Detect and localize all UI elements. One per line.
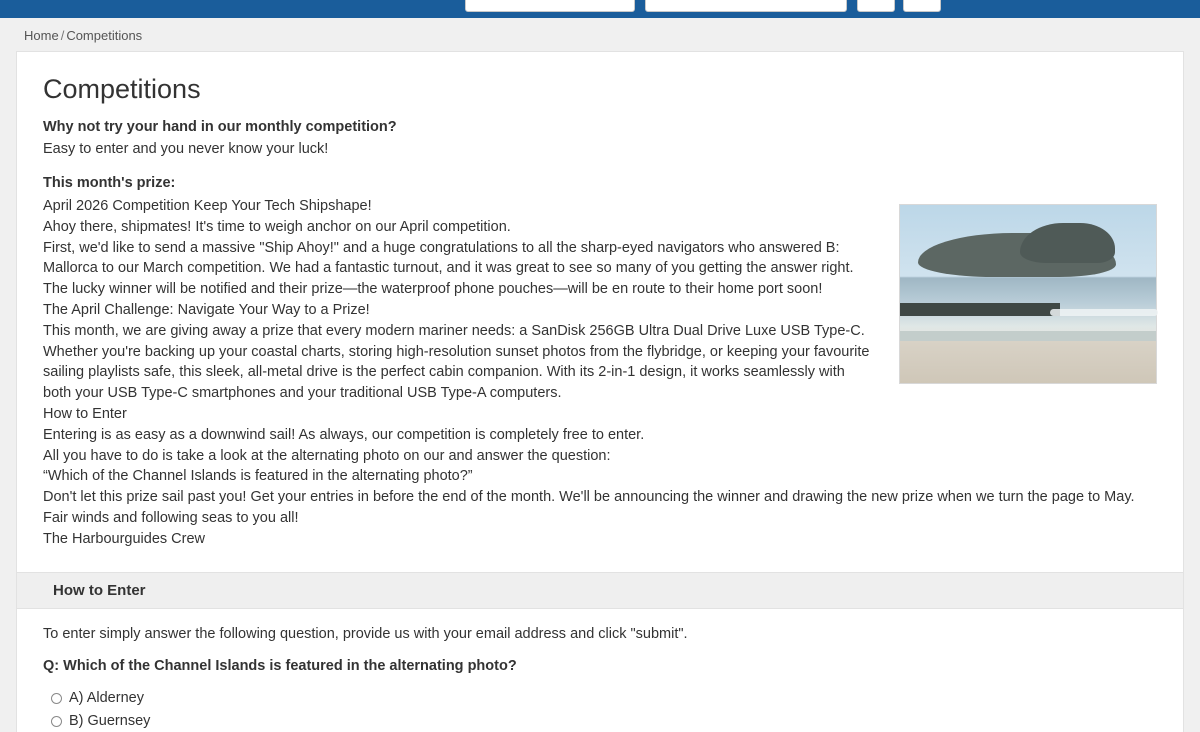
content-panel	[16, 51, 1184, 732]
site-header-inner	[0, 0, 1200, 18]
photo-foam-shape	[1050, 309, 1158, 316]
competition-photo	[899, 204, 1157, 384]
breadcrumb-separator: /	[60, 28, 65, 43]
how-to-enter-instructions: To enter simply answer the following question, provide us with your email address and click "submit".	[43, 625, 688, 642]
prize-heading: This month's prize:	[43, 175, 176, 191]
article-paragraph: How to Enter	[43, 405, 127, 422]
page-title: Competitions	[43, 74, 201, 104]
article-paragraph: Ahoy there, shipmates! It's time to weigh anchor on our April competition.	[43, 218, 511, 235]
answer-option-label: B) Guernsey	[69, 712, 151, 729]
article-paragraph: “Which of the Channel Islands is featured in the alternating photo?”	[43, 468, 473, 485]
competition-article	[43, 196, 1157, 550]
intro-text: Easy to enter and you never know your luck!	[43, 141, 329, 157]
location-input[interactable]	[645, 0, 847, 12]
radio-icon[interactable]	[51, 716, 62, 727]
breadcrumb-home-link[interactable]: Home	[24, 28, 59, 43]
answer-options	[43, 688, 1157, 732]
breadcrumb-current: Competitions	[66, 28, 143, 43]
intro-heading: Why not try your hand in our monthly competition?	[43, 119, 397, 135]
photo-groyne-shape	[900, 303, 1060, 316]
article-paragraph: All you have to do is take a look at the alternating photo on our and answer the question:	[43, 447, 611, 464]
site-header	[0, 0, 1200, 18]
article-paragraph: Fair winds and following seas to you all!	[43, 509, 299, 526]
article-paragraph: First, we'd like to send a massive "Ship Ahoy!" and a huge congratulations to all the sharp-eyed navigators who answered B: Mallorca to our March competition. We had a fantastic turnout, and it was great to see so many of you getting the answer right. The lucky winner will be notified and their prize—the waterproof phone pouches—will be en route to their home port soon!	[43, 239, 854, 298]
answer-option-label: A) Alderney	[69, 689, 144, 706]
header-button-one[interactable]	[857, 0, 895, 12]
answer-option-a[interactable]	[43, 688, 1157, 709]
article-paragraph: Entering is as easy as a downwind sail! As always, our competition is completely free to enter.	[43, 426, 645, 443]
photo-wetsand-shape	[900, 331, 1156, 341]
article-paragraph: April 2026 Competition Keep Your Tech Shipshape!	[43, 198, 372, 214]
article-paragraph: This month, we are giving away a prize that every modern mariner needs: a SanDisk 256GB Ultra Dual Drive Luxe USB Type-C.	[43, 322, 865, 339]
article-paragraph: The Harbourguides Crew	[43, 530, 205, 547]
competition-question: Q: Which of the Channel Islands is featured in the alternating photo?	[43, 657, 517, 674]
article-paragraph: Don't let this prize sail past you! Get your entries in before the end of the month. We'll be announcing the winner and drawing the new prize when we turn the page to May.	[43, 489, 1135, 506]
search-input[interactable]	[465, 0, 635, 12]
answer-option-b[interactable]	[43, 711, 1157, 732]
photo-castle-shape	[1020, 223, 1115, 263]
photo-sand-shape	[900, 341, 1156, 383]
how-to-enter-heading: How to Enter	[17, 572, 1183, 609]
breadcrumb	[0, 18, 1200, 51]
article-paragraph: Whether you're backing up your coastal charts, storing high-resolution sunset photos from the flybridge, or keeping your favourite sailing playlists safe, this sleek, all-metal drive is the perfect cabin companion. With its 2-in-1 design, it works seamlessly with both your USB Type-C smartphones and your traditional USB Type-A computers.	[43, 343, 870, 402]
radio-icon[interactable]	[51, 693, 62, 704]
header-button-two[interactable]	[903, 0, 941, 12]
article-paragraph: The April Challenge: Navigate Your Way to a Prize!	[43, 301, 370, 318]
